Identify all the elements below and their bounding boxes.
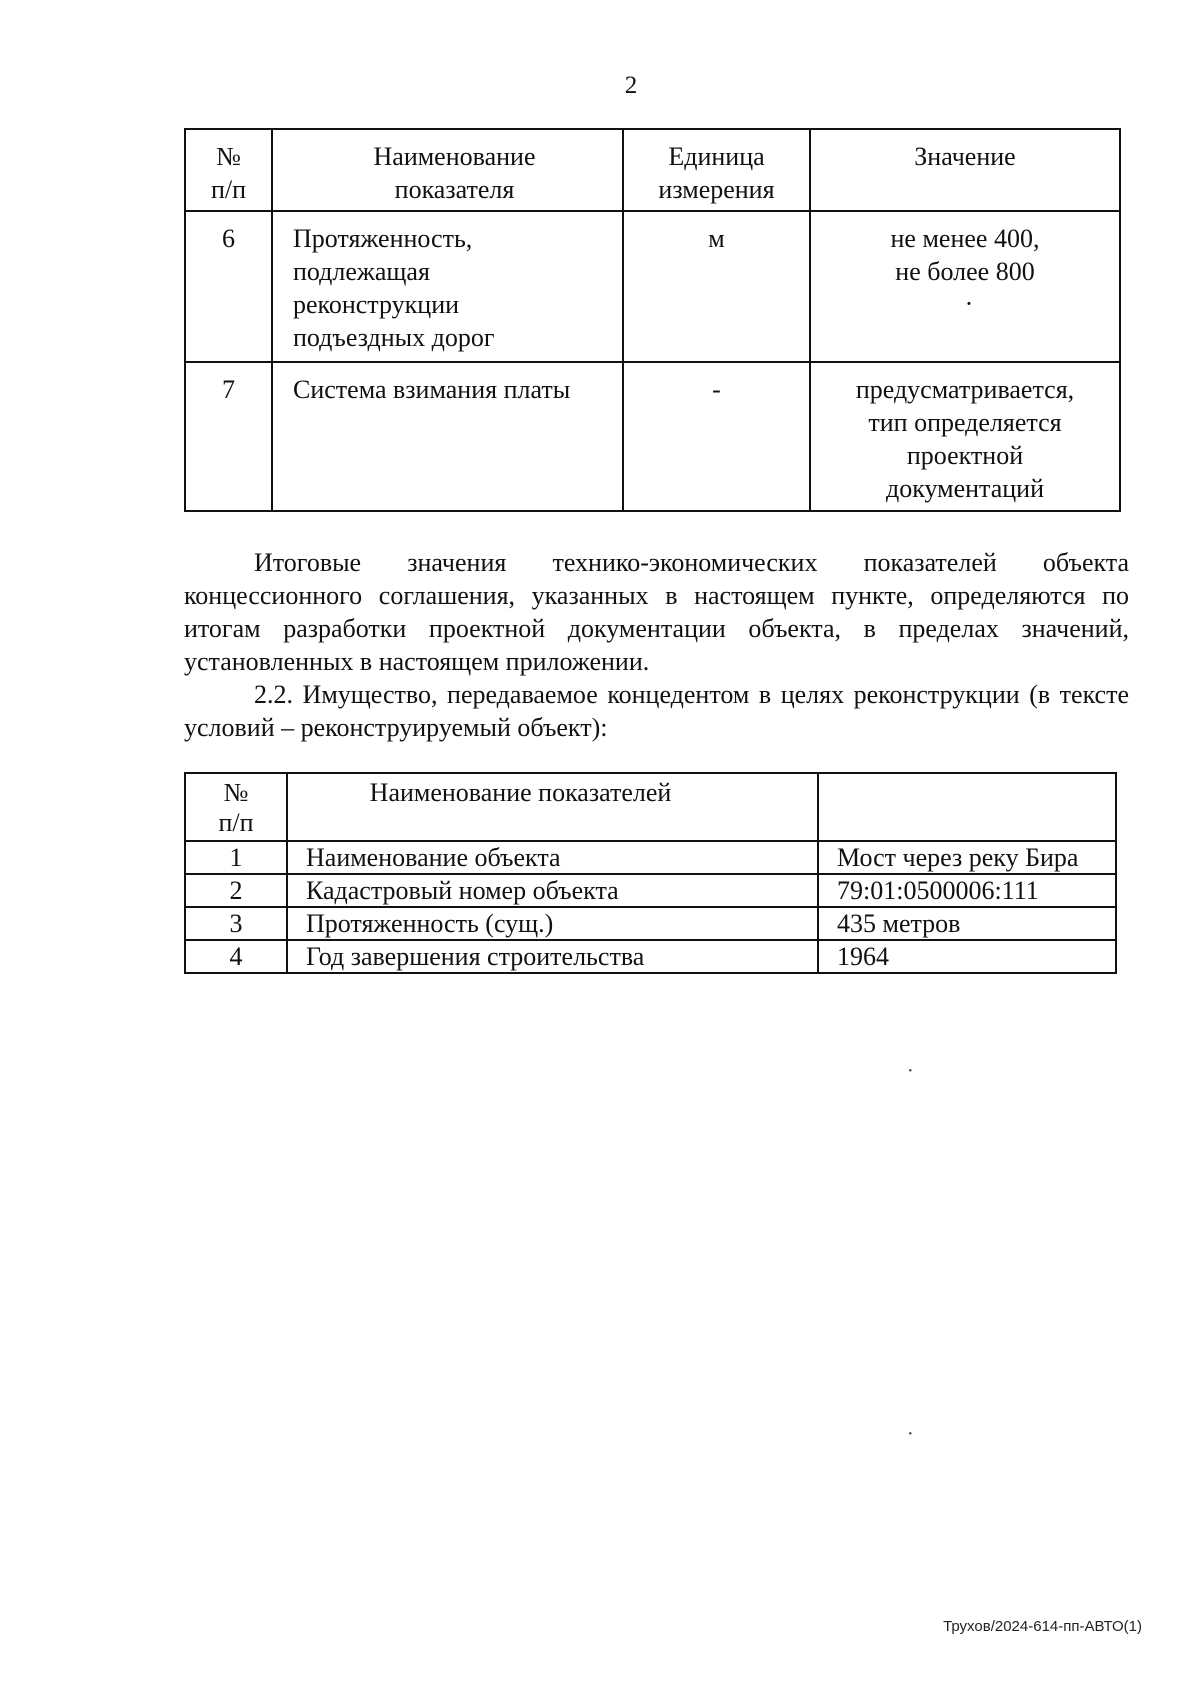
table-row: [185, 362, 1120, 511]
row-number: 1: [185, 841, 287, 874]
row-number: 7: [185, 362, 272, 511]
table-row: [185, 940, 1116, 973]
row-value: не менее 400, не более 800: [890, 224, 1040, 286]
row-number: 6: [185, 211, 272, 362]
table-row: [185, 907, 1116, 940]
section-2-2-paragraph: 2.2. Имущество, передаваемое концедентом в целях реконструкции (в тексте условий – реконструируемый объект):: [184, 680, 1129, 742]
row-value: Мост через реку Бира: [818, 841, 1116, 874]
row-unit: -: [623, 362, 810, 511]
property-table: [184, 772, 1117, 974]
row-number: 2: [185, 874, 287, 907]
row-value: 1964: [818, 940, 1116, 973]
indicators-table: [184, 128, 1121, 512]
document-id-footer: Трухов/2024-614-пп-АВТО(1): [943, 1618, 1142, 1635]
row-indicator-name: Протяженность (сущ.): [287, 907, 818, 940]
table-row: [185, 874, 1116, 907]
header-value: Значение: [810, 129, 1120, 211]
summary-paragraph: Итоговые значения технико-экономических показателей объекта концессионного соглашения, указанных в настоящем пункте, определяются по итогам разработки проектной документации объекта, в пределах значений, установленных в настоящем приложении.: [184, 548, 1129, 676]
stray-mark: ·: [907, 1423, 914, 1445]
header-unit: Единица измерения: [623, 129, 810, 211]
stray-mark: ·: [964, 289, 974, 318]
row-value: 435 метров: [818, 907, 1116, 940]
header-value: [818, 773, 1116, 841]
header-indicators: Наименование показателей: [287, 773, 818, 841]
row-number: 4: [185, 940, 287, 973]
row-number: 3: [185, 907, 287, 940]
table-row: [185, 841, 1116, 874]
row-unit: м: [623, 211, 810, 362]
row-indicator-name: Наименование объекта: [287, 841, 818, 874]
row-indicator-name: Год завершения строительства: [287, 940, 818, 973]
page-number: 2: [624, 72, 638, 99]
stray-mark: ·: [907, 1060, 914, 1082]
table-header-row: [185, 773, 1116, 841]
header-indicator-name: Наименование показателя: [272, 129, 623, 211]
row-value: 79:01:0500006:111: [818, 874, 1116, 907]
row-value-cell: [810, 211, 1120, 362]
table-header-row: [185, 129, 1120, 211]
row-value: предусматривается, тип определяется проектной документаций: [810, 362, 1120, 511]
header-number: № п/п: [185, 129, 272, 211]
header-number: № п/п: [185, 773, 287, 841]
row-indicator-name: Протяженность, подлежащая реконструкции подъездных дорог: [272, 211, 623, 362]
row-indicator-name: Кадастровый номер объекта: [287, 874, 818, 907]
row-indicator-name: Система взимания платы: [272, 362, 623, 511]
table-row: [185, 211, 1120, 362]
